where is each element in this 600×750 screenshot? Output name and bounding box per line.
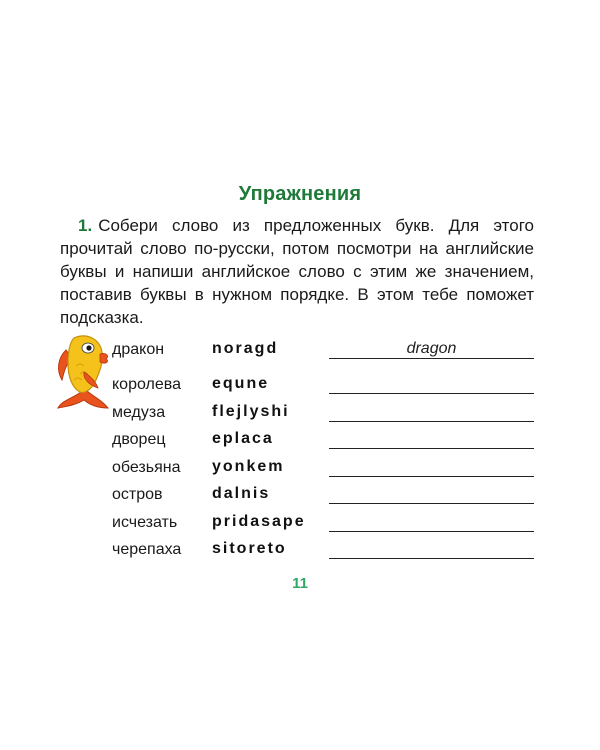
word-row (0, 541, 600, 567)
scrambled-word: sitoreto (212, 540, 287, 557)
russian-word: исчезать (112, 514, 178, 531)
russian-word: обезьяна (112, 459, 181, 476)
word-row (0, 459, 600, 485)
russian-word: дворец (112, 431, 166, 448)
answer-line[interactable] (329, 393, 534, 394)
word-row (0, 341, 600, 367)
answer-line[interactable] (329, 476, 534, 477)
answer-line[interactable] (329, 531, 534, 532)
page-number: 11 (292, 575, 308, 592)
russian-word: дракон (112, 341, 165, 358)
exercise-instructions (60, 214, 534, 329)
exercise-number: 1. (78, 216, 93, 235)
scrambled-word: equne (212, 375, 270, 392)
answer-line[interactable] (329, 421, 534, 422)
russian-word: остров (112, 486, 163, 503)
scrambled-word: eplaca (212, 430, 274, 447)
word-row (0, 514, 600, 540)
word-row (0, 376, 600, 402)
exercise-text: Собери слово из предложенных букв. Для этого прочитай слово по-русски, потом посмотри на английские буквы и напиши английское слово с этим же значением, поставив буквы в нужном порядке. В этом тебе поможет подсказка. (60, 216, 534, 327)
answer-line[interactable] (329, 503, 534, 504)
scrambled-word: pridasape (212, 513, 306, 530)
scrambled-word: yonkem (212, 458, 285, 475)
answer-line[interactable] (329, 558, 534, 559)
scrambled-word: dalnis (212, 485, 271, 502)
answer-line[interactable] (329, 358, 534, 359)
scrambled-word: noragd (212, 340, 279, 357)
word-row (0, 486, 600, 512)
answer-text: dragon (406, 340, 457, 357)
russian-word: королева (112, 376, 181, 393)
scrambled-word: flejlyshi (212, 403, 290, 420)
answer-line[interactable] (329, 448, 534, 449)
russian-word: черепаха (112, 541, 182, 558)
russian-word: медуза (112, 404, 166, 421)
page-title: Упражнения (238, 183, 362, 205)
word-row (0, 431, 600, 457)
word-row (0, 404, 600, 430)
